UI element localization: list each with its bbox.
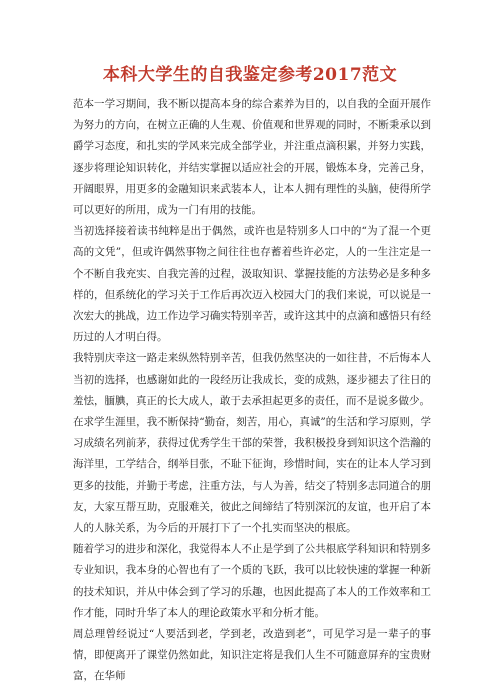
paragraph-6: 周总理曾经说过“人要活到老，学到老，改造到老”，可见学习是一辈子的事情，即便离开了课堂仍然如此，知识注定将是我们人生不可随意屏弃的宝贵财富，在华师 (73, 628, 431, 683)
paragraph-4: 在求学生涯里，我不断保持“勤奋，刻苦，用心，真诚”的生活和学习原则，学习成绩名列前茅，获得过优秀学生干部的荣誉，我积极投身到知识这个浩瀚的海洋里，工学结合，纲举目张，不耻下征询，珍惜时间，实在的让本人学习到更多的技能，并勤于考虑，注重方法，与人为善，结交了特别多志同道合的朋友，大家互帮互助，克服难关，彼此之间缔结了特别深沉的友谊，也开启了本人的人脉关系，为今后的开展打下了一个扎实而坚决的根底。 (73, 416, 431, 535)
document-body (73, 94, 431, 688)
paragraph-3: 我特别庆幸这一路走来纵然特别辛苦，但我仍然坚决的一如往昔，不后悔本人当初的选择，也感谢如此的一段经历让我成长，变的成熟，逐步褪去了往日的羞怯，腼腆，真正的长大成人，敢于去承担起更多的责任，而不是说多做少。 (73, 352, 431, 407)
paragraph-1: 范本一学习期间，我不断以提高本身的综合素养为目的，以自我的全面开展作为努力的方向，在树立正确的人生观、价值观和世界观的同时，不断秉承以到爵学习态度，和扎实的学风来完成全部学业，并注重点滴积累，并努力实践，逐步将理论知识转化，并结实掌握以适应社会的开展，锻炼本身，完善己身，开阔眼界，用更多的金融知识来武装本人，让本人拥有理性的头脑，使得所学可以更好的所用，成为一门有用的技能。 (73, 98, 431, 217)
paragraph-5: 随着学习的进步和深化，我觉得本人不止是学到了公共根底学科知识和特别多专业知识，我本身的心智也有了一个质的飞跃，我可以比较快速的掌握一种新的技术知识，并从中体会到了学习的乐趣，也因此提高了本人的工作效率和工作才能，同时升华了本人的理论政策水平和分析才能。 (73, 543, 431, 619)
paragraph-2: 当初选择接着读书纯粹是出于偶然，或许也是特别多人口中的“为了混一个更高的文凭”，但或许偶然事物之间往往也存蓄着些许必定，人的一生注定是一个不断自我充实、自我完善的过程，汲取知识、掌握技能的方法势必是多种多样的，但系统化的学习关于工作后再次迈入校园大门的我们来说，可以说是一次宏大的挑战，边工作边学习确实特别辛苦，或许这其中的点滴和感悟只有经历过的人才明白得。 (73, 225, 431, 344)
document-title: 本科大学生的自我鉴定参考2017范文 (102, 65, 398, 85)
